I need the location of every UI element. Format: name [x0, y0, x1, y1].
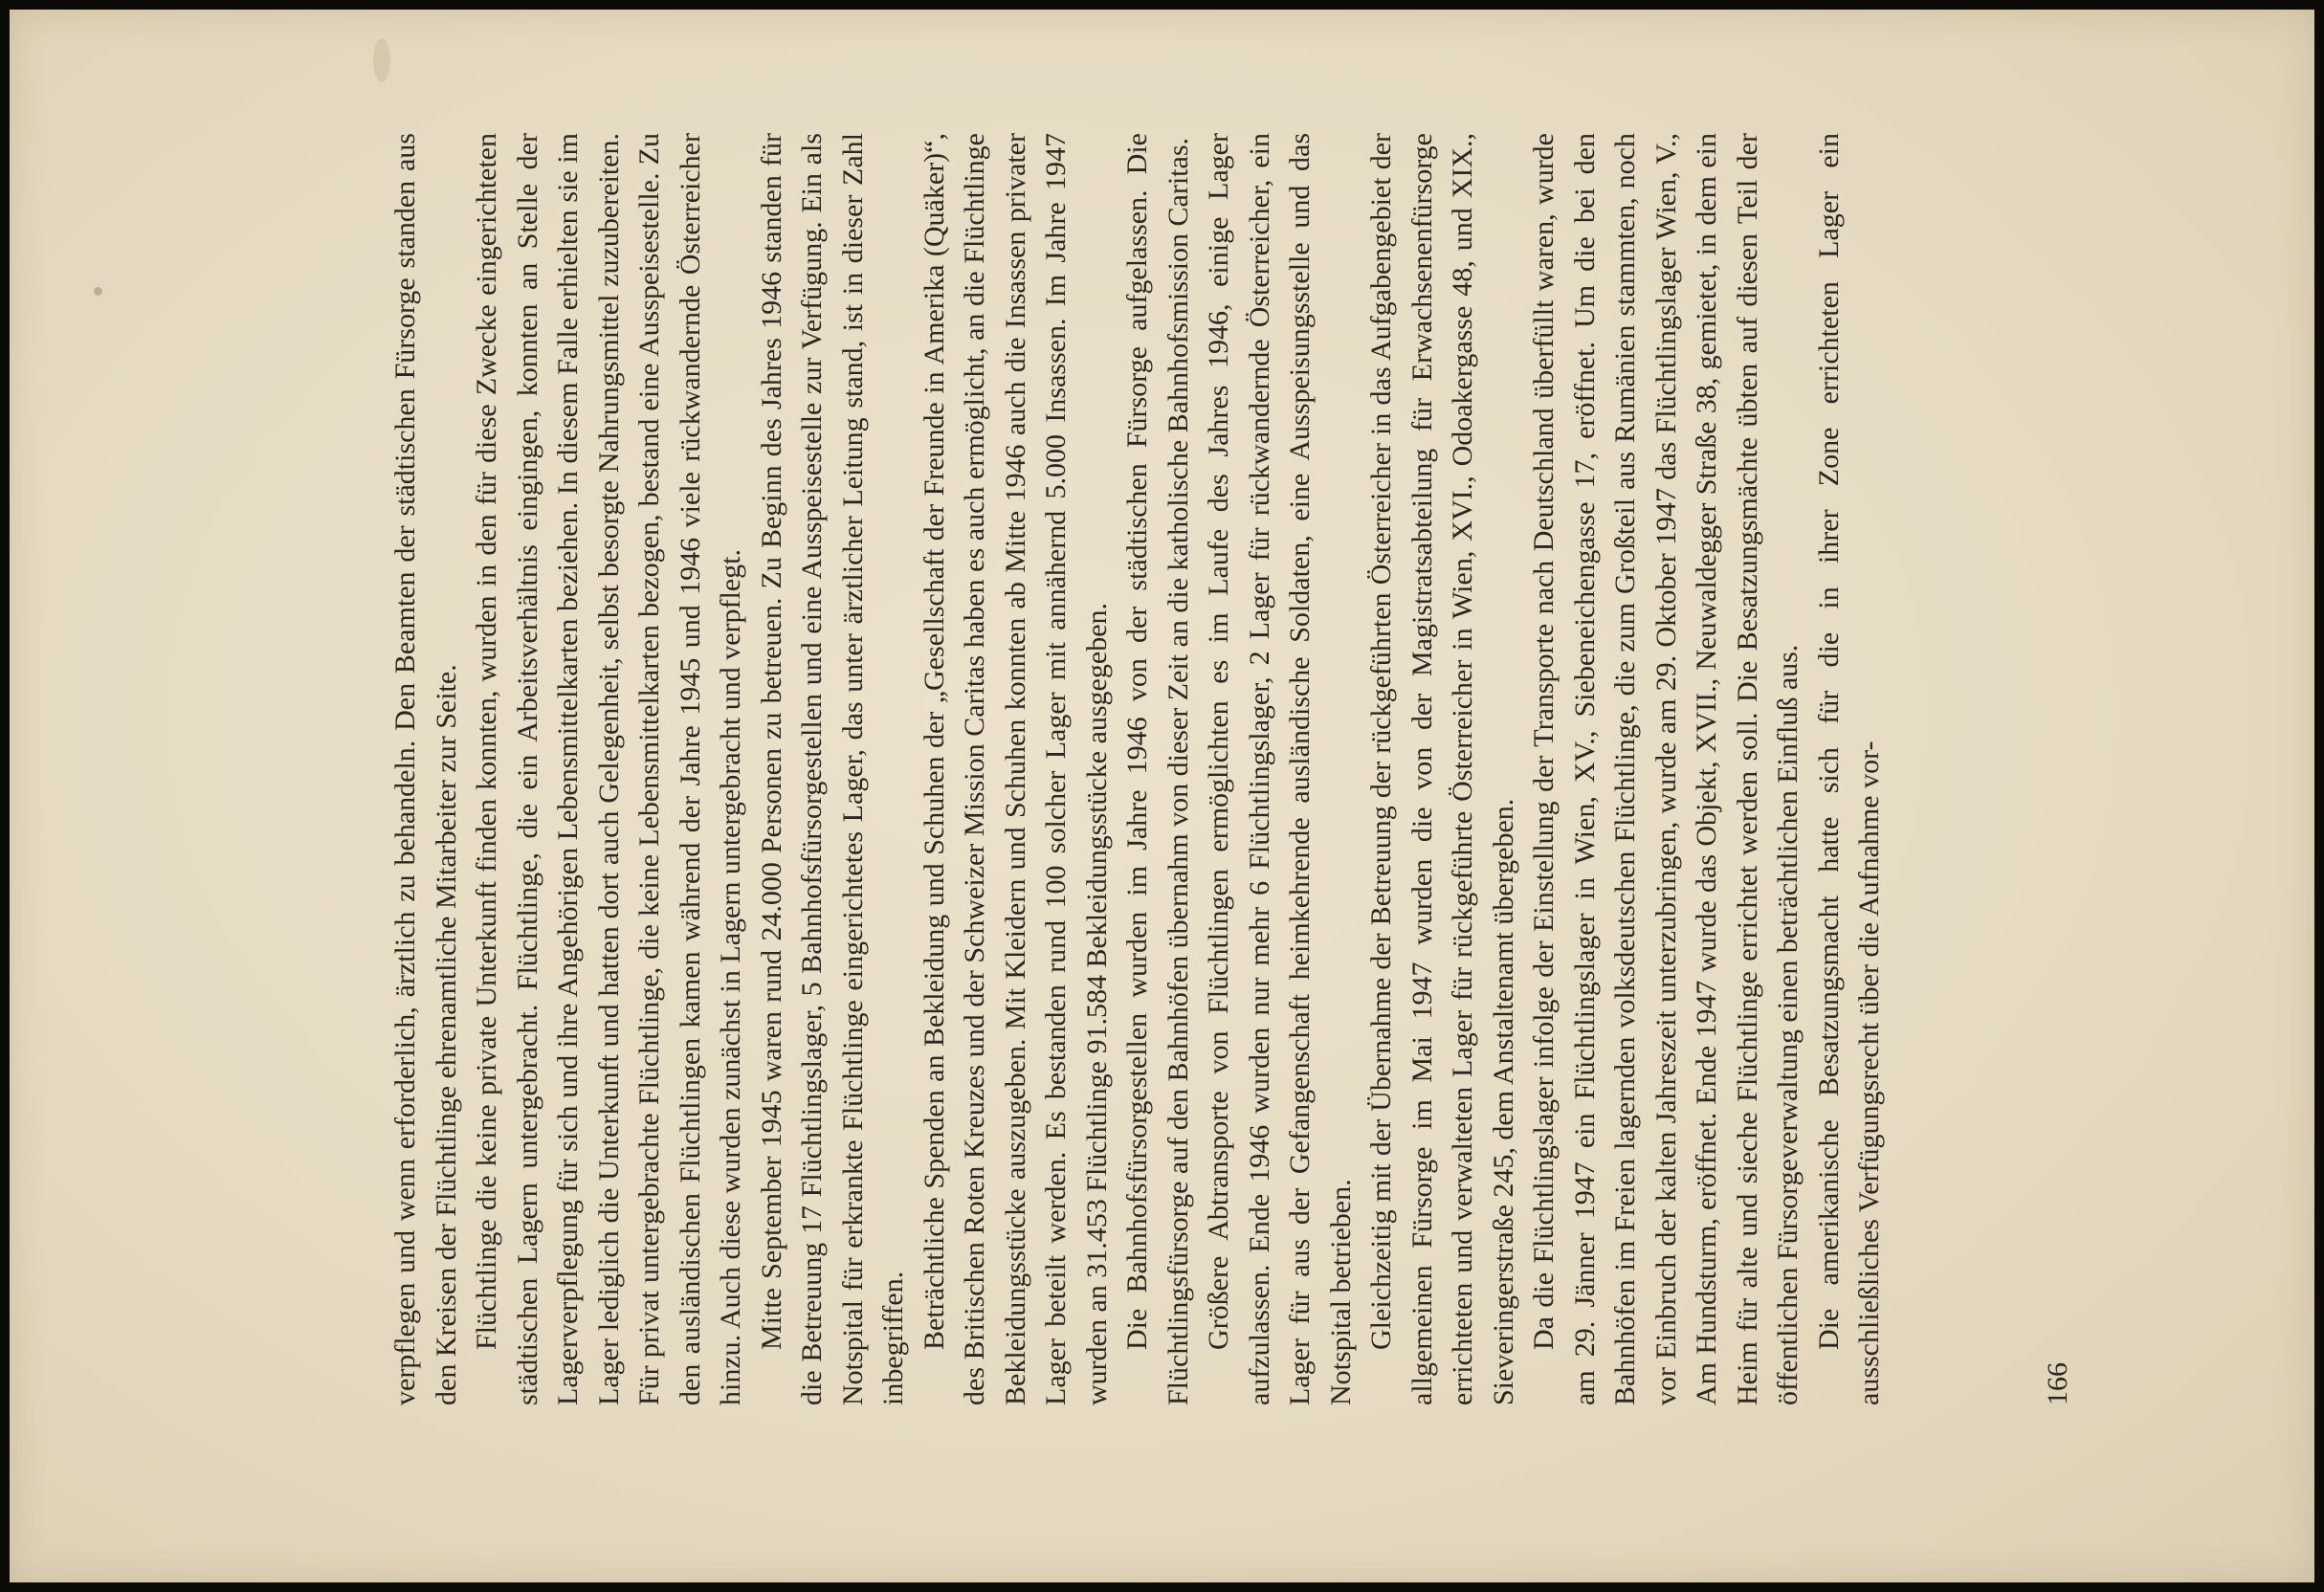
paragraph-3: Mitte September 1945 waren rund 24.000 Personen zu betreuen. Zu Beginn des Jahres 1946 standen für die Betreuung 17 Flüchtlingslager, 5 Bahnhofsfürsorgestellen und eine Ausspeisestelle zur Verfügung. Ein als Notspital für erkrankte Flüchtlinge eingerichtetes Lager, das unter ärztlicher Leitung stand, ist in dieser Zahl inbegriffen. — [755, 133, 909, 1405]
paragraph-2: Flüchtlinge die keine private Unterkunft finden konnten, wurden in den für diese Zwecke eingerichteten städtischen Lagern untergebracht. Flüchtlinge, die ein Arbeitsverhältnis eingingen, konnten an Stelle der Lagerverpflegung für sich und ihre Angehörigen Lebensmittelkarten beziehen. In diesem Falle erhielten sie im Lager lediglich die Unterkunft und hatten dort auch Gelegenheit, selbst besorgte Nahrungsmittel zuzubereiten. Für privat untergebrachte Flüchtlinge, die keine Lebensmittelkarten bezogen, bestand eine Ausspeisestelle. Zu den ausländischen Flüchtlingen kamen während der Jahre 1945 und 1946 viele rückwandernde Österreicher hinzu. Auch diese wurden zunächst in Lagern untergebracht und verpflegt. — [471, 133, 746, 1405]
paragraph-5: Die Bahnhofsfürsorgestellen wurden im Jahre 1946 von der städtischen Fürsorge aufgelassen. Die Flüchtlingsfürsorge auf den Bahnhöfen übernahm von dieser Zeit an die katholische Bahnhofsmission Caritas. — [1121, 133, 1194, 1405]
paragraph-9: Die amerikanische Besatzungsmacht hatte sich für die in ihrer Zone errichteten Lager ein ausschließliches Verfügungsrecht über die Aufnahme vor- — [1812, 133, 1885, 1405]
paragraph-8: Da die Flüchtlingslager infolge der Einstellung der Transporte nach Deutschland überfüllt waren, wurde am 29. Jänner 1947 ein Flüchtlingslager in Wien, XV., Siebeneichengasse 17, eröffnet. Um die bei den Bahnhöfen im Freien lagernden volksdeutschen Flüchtlinge, die zum Großteil aus Rumänien stammten, noch vor Einbruch der kalten Jahreszeit unterzubringen, wurde am 29. Oktober 1947 das Flüchtlingslager Wien, V., Am Hundsturm, eröffnet. Ende 1947 wurde das Objekt, XVII., Neuwaldegger Straße 38, gemietet, in dem ein Heim für alte und sieche Flüchtlinge errichtet werden soll. Die Besatzungsmächte übten auf diesen Teil der öffentlichen Fürsorgeverwaltung einen beträchtlichen Einfluß aus. — [1528, 133, 1804, 1405]
paragraph-4: Beträchtliche Spenden an Bekleidung und Schuhen der „Gesellschaft der Freunde in Amerika (Quäker)“, des Britischen Roten Kreuzes und der Schweizer Mission Caritas haben es auch ermöglicht, an die Flüchtlinge Bekleidungsstücke auszugeben. Mit Kleidern und Schuhen konnten ab Mitte 1946 auch die Insassen privater Lager beteilt werden. Es bestanden rund 100 solcher Lager mit annähernd 5.000 Insassen. Im Jahre 1947 wurden an 31.453 Flüchtlinge 91.584 Bekleidungsstücke ausgegeben. — [918, 133, 1113, 1405]
paper-speck — [94, 287, 102, 296]
rotated-text-page — [215, 43, 2196, 1526]
paragraph-7: Gleichzeitig mit der Übernahme der Betreuung der rückgeführten Österreicher in das Aufgabengebiet der allgemeinen Fürsorge im Mai 1947 wurden die von der Magistratsabteilung für Erwachsenenfürsorge errichteten und verwalteten Lager für rückgeführte Österreicher in Wien, XVI., Odoakergasse 48, und XIX., Sieveringerstraße 245, dem Anstaltenamt übergeben. — [1365, 133, 1519, 1405]
paragraph-1: verpflegen und wenn erforderlich, ärztlich zu behandeln. Den Beamten der städtischen Fürsorge standen aus den Kreisen der Flüchtlinge ehrenamtliche Mitarbeiter zur Seite. — [389, 133, 462, 1405]
page-number: 166 — [2042, 1362, 2073, 1405]
paragraph-6: Größere Abtransporte von Flüchtlingen ermöglichten es im Laufe des Jahres 1946, einige Lager aufzulassen. Ende 1946 wurden nur mehr 6 Flüchtlingslager, 2 Lager für rückwandernde Österreicher, ein Lager für aus der Gefangenschaft heimkehrende ausländische Soldaten, eine Ausspeisungsstelle und das Notspital betrieben. — [1203, 133, 1357, 1405]
